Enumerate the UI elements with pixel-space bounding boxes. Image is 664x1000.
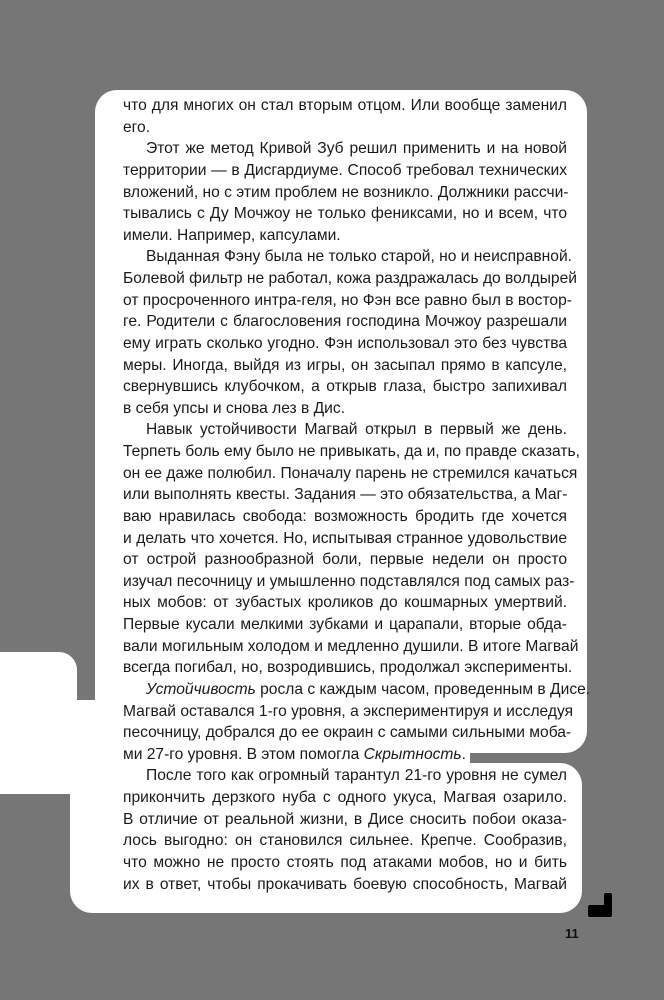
text-line <box>123 484 567 506</box>
text-segment: меры. Иногда, выйдя из игры, он засыпал прямо в капсуле, <box>123 356 567 374</box>
text-segment: В отличие от реальной жизни, в Дисе сносить побои оказа- <box>123 810 567 828</box>
text-line <box>123 787 567 809</box>
text-segment: Первые кусали мелкими зубками и царапали, вторые обда- <box>123 616 567 633</box>
text-line <box>123 874 567 896</box>
text-segment: всегда погибал, но, возродившись, продолжал эксперименты. <box>123 659 573 677</box>
text-segment: и делать что хочется. Но, испытывая странное удовольствие <box>123 529 567 547</box>
text-line <box>123 571 575 593</box>
text-segment: Навык устойчивости Магвай открыл в первый же день. <box>146 421 567 439</box>
text-segment: территории — в Дисгардиуме. Способ требовал технических <box>123 161 567 179</box>
text-segment: Магвай оставался 1-го уровня, а экспериментируя и исследуя <box>123 702 574 720</box>
text-line <box>123 528 567 550</box>
text-segment: что можно не просто стоять под атаками мобов, но и бить <box>123 853 567 871</box>
text-segment: Болевой фильтр не работал, кожа раздражалась до волдырей <box>123 270 577 287</box>
text-segment: лось выгодно: он становился сильнее. Крепче. Сообразив, <box>123 832 567 850</box>
text-line <box>123 830 567 852</box>
page-number: 11 <box>565 926 579 941</box>
text-line <box>123 809 567 831</box>
text-segment: от просроченного интра-геля, но Фэн все равно был в востор- <box>123 291 572 309</box>
text-segment: песочницу, добрался до ее окраин с самыми сильными моба- <box>123 724 572 742</box>
text-segment: вложений, но с этим проблем не возникло. Должники рассчи- <box>123 183 569 201</box>
text-segment: изучал песочницу и умышленно подставлялся под самых раз- <box>123 572 575 590</box>
text-segment: или выполнять квесты. Задания — это обязательства, а Маг- <box>123 486 568 504</box>
text-segment: Выданная Фэну была не только старой, но и неисправной. <box>146 248 572 266</box>
text-line <box>123 225 567 247</box>
text-line <box>123 679 591 701</box>
text-line <box>123 592 567 614</box>
text-line <box>123 614 567 636</box>
text-line <box>123 852 567 874</box>
text-line <box>123 657 573 679</box>
text-line <box>123 722 572 744</box>
text-line <box>123 117 567 139</box>
text-line <box>123 549 567 571</box>
text-line <box>123 290 572 312</box>
text-line <box>123 376 567 398</box>
text-segment: он ее даже полюбил. Поначалу парень не стремился качаться <box>123 464 578 482</box>
text-segment: росла с каждым часом, проведенным в Дисе. <box>255 680 591 698</box>
text-line <box>123 506 567 528</box>
text-segment: их в ответ, чтобы прокачивать боевую способность, Магвай <box>123 875 567 893</box>
text-line <box>123 138 567 160</box>
italic-term: Устойчивость <box>146 680 256 698</box>
text-segment: свернувшись клубочком, а открыв глаза, быстро запихивал <box>123 378 567 396</box>
italic-term: Скрытность <box>363 745 462 763</box>
text-line <box>123 160 567 182</box>
text-line <box>123 203 567 225</box>
text-segment: прикончить дерзкого нуба с одного укуса, Магвая озарило. <box>123 789 567 806</box>
text-line <box>123 268 577 290</box>
text-segment: После того как огромный тарантул 21-го уровня не сумел <box>146 767 567 785</box>
text-line <box>123 182 567 204</box>
text-segment: Терпеть боль ему было не привыкать, да и, по правде сказать, <box>123 443 580 460</box>
text-segment: ге. Родители с благословения господина Мочжоу разрешали <box>123 313 567 331</box>
text-segment: тывались с Ду Мочжоу не только фениксами, но и всем, что <box>123 205 567 223</box>
text-segment: вали могильным холодом и медленно душили. В итоге Магвай <box>123 637 579 655</box>
text-line <box>123 744 567 766</box>
text-line <box>123 701 574 723</box>
text-segment: от острой разнообразной боли, первые недели он просто <box>123 551 567 569</box>
text-line <box>123 95 567 117</box>
text-line <box>123 441 580 463</box>
text-segment: его. <box>123 118 151 136</box>
text-line <box>123 419 567 441</box>
text-segment: ми 27-го уровня. В этом помогла <box>123 745 364 763</box>
text-line <box>123 311 567 333</box>
body-text <box>123 95 591 895</box>
corner-mark-icon <box>588 893 612 917</box>
text-line <box>123 246 572 268</box>
text-segment: в себя упсы и снова лез в Дис. <box>123 399 346 417</box>
text-line <box>123 398 567 420</box>
text-segment: ваю нравилась свобода: возможность бродить где хочется <box>123 507 567 525</box>
text-line <box>123 355 567 377</box>
text-segment: Этот же метод Кривой Зуб решил применить и на новой <box>146 140 567 158</box>
text-segment: что для многих он стал вторым отцом. Или вообще заменил <box>123 97 567 114</box>
text-line <box>123 636 579 658</box>
text-segment: . <box>461 745 466 763</box>
text-line <box>123 463 578 485</box>
text-segment: ему играть сколько угодно. Фэн использовал это без чувства <box>123 334 567 352</box>
text-line <box>123 765 567 787</box>
text-line <box>123 333 567 355</box>
text-segment: имели. Например, капсулами. <box>123 226 341 244</box>
text-segment: ных мобов: от зубастых кроликов до кошмарных умертвий. <box>123 594 567 612</box>
